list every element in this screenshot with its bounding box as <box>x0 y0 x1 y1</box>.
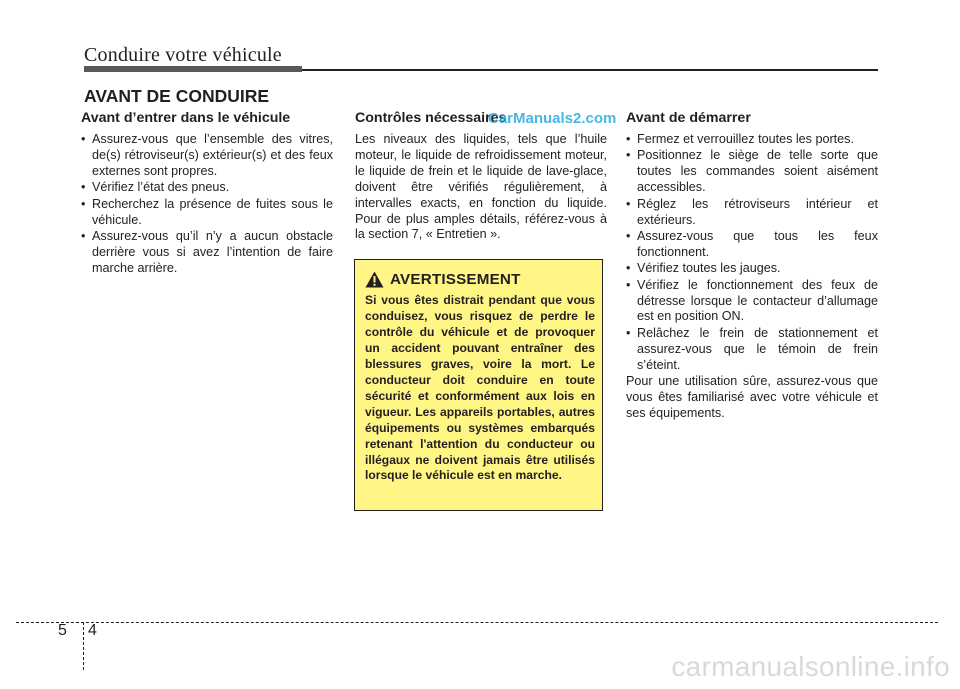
site-watermark: carmanualsonline.info <box>671 651 950 682</box>
list-item: • Vérifiez l’état des pneus. <box>81 180 333 196</box>
checklist <box>626 132 878 374</box>
warning-text: Si vous êtes distrait pendant que vous conduisez, vous risquez de perdre le contrôle du véhicule et de provoquer un accident pouvant entraîner des blessures graves, voire la mort. Le conducteur doit conduire en toute sécurité et conformément aux lois en vigueur. Les appareils portables, autres équipements ou systèmes embarqués retenant l'attention du conducteur ou illégaux ne doivent jamais être utilisés lorsque le véhicule est en marche. <box>365 293 595 483</box>
column-heading: Avant de démarrer <box>626 110 751 126</box>
list-item: • Fermez et verrouillez toutes les portes. <box>626 132 878 148</box>
checklist <box>81 132 333 277</box>
list-item: • Relâchez le frein de stationnement et assurez-vous que le témoin de frein s’éteint. <box>626 326 878 374</box>
warning-triangle-icon <box>365 271 384 288</box>
chapter-title: Conduire votre véhicule <box>84 44 282 66</box>
list-item: • Assurez-vous que tous les feux fonctionnent. <box>626 229 878 261</box>
warning-header <box>365 271 521 288</box>
body-paragraph: Les niveaux des liquides, tels que l’huile moteur, le liquide de refroidissement moteur, le liquide de frein et le liquide de lave-glace, doivent être vérifiés régulièrement, à intervalles exacts, en fonction du liquide. Pour de plus amples détails, référez-vous à la section 7, « Entretien ». <box>355 132 607 242</box>
footer-divider <box>16 622 938 623</box>
list-item: • Réglez les rétroviseurs intérieur et extérieurs. <box>626 197 878 229</box>
page-number: 4 <box>88 622 97 639</box>
header-rule-thick <box>84 66 302 72</box>
list-item: • Vérifiez le fonctionnement des feux de détresse lorsque le contacteur d’allumage est en position ON. <box>626 278 878 326</box>
body-paragraph: Pour une utilisation sûre, assurez-vous que vous êtes familiarisé avec votre véhicule et ses équipements. <box>626 374 878 420</box>
list-item: • Recherchez la présence de fuites sous le véhicule. <box>81 197 333 229</box>
warning-box <box>354 259 603 511</box>
column-before-starting <box>626 109 878 422</box>
list-item: • Vérifiez toutes les jauges. <box>626 261 878 277</box>
watermark-link[interactable]: CarManuals2.com <box>488 110 617 127</box>
list-item: • Assurez-vous que l’ensemble des vitres, de(s) rétroviseur(s) extérieur(s) et des feux externes sont propres. <box>81 132 333 180</box>
list-item: • Assurez-vous qu’il n’y a aucun obstacle derrière vous si avez l’intention de faire marche arrière. <box>81 229 333 277</box>
chapter-number: 5 <box>58 622 67 639</box>
column-before-entering <box>81 109 333 277</box>
column-heading: Avant d’entrer dans le véhicule <box>81 110 291 126</box>
column-checks <box>355 109 607 243</box>
warning-title: AVERTISSEMENT <box>390 271 521 288</box>
header-rule-thin <box>302 69 878 71</box>
page-number-divider <box>83 622 84 670</box>
section-title: AVANT DE CONDUIRE <box>84 86 270 106</box>
list-item: • Positionnez le siège de telle sorte que toutes les commandes soient aisément accessibles. <box>626 148 878 196</box>
column-heading: Contrôles nécessaires <box>355 110 507 126</box>
